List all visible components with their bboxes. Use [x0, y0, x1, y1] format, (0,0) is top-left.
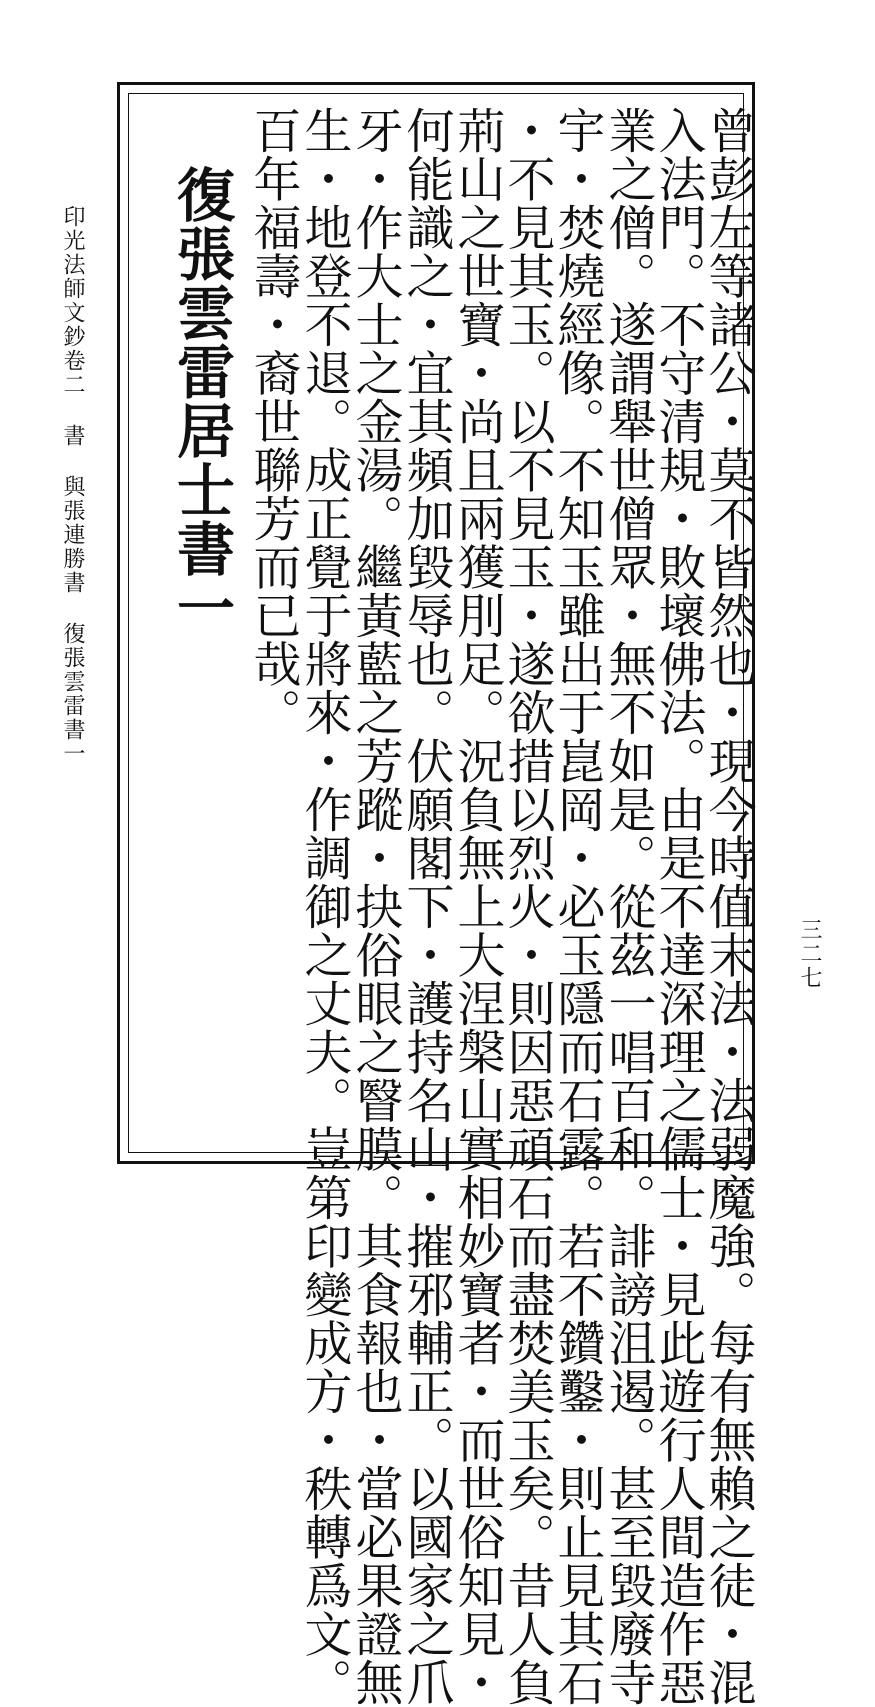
- text-column-10: 百年福壽・裔世聯芳而已哉。: [245, 106, 301, 737]
- text-column-8: 牙・作大士之金湯。繼黃藍之芳蹤・抉俗眼之瞖膜。其食報也・當必果證無: [347, 106, 403, 1707]
- text-column-5: ・不見其玉。以不見玉・遂欲措以烈火・則因惡頑石而盡焚美玉矣。昔人負: [499, 106, 555, 1707]
- text-column-7: 何能識之・宜其頻加毀辱也。伏願閣下・護持名山・摧邪輔正。以國家之爪: [398, 106, 454, 1707]
- text-column-2: 入法門。不守清規・敗壞佛法。由是不達深理之儒士・見此遊行人間造作惡: [650, 106, 706, 1707]
- page-number: 三二七: [797, 918, 822, 990]
- text-column-1: 曾彭左等諸公・莫不皆然也・現今時值末法・法弱魔強。每有無賴之徒・混: [700, 106, 756, 1707]
- text-column-6: 荊山之世寶・尚且兩獲刖足。況負無上大涅槃山實相妙寶者・而世俗知見・: [449, 106, 505, 1707]
- text-column-4: 宇・焚燒經像。不知玉雖出于崑岡・必玉隱而石露。若不鑽鑿・則止見其石: [549, 106, 605, 1707]
- text-column-9: 生・地登不退。成正覺于將來・作調御之丈夫。豈第印變成方・秩轉爲文。: [296, 106, 352, 1707]
- running-title: 印光法師文鈔卷二 書 與張連勝書 復張雲雷書一: [60, 205, 85, 766]
- letter-title: 復張雲雷居士書一: [167, 165, 235, 637]
- text-column-3: 業之僧。遂謂舉世僧眾・無不如是。從茲一唱百和。誹謗沮遏。甚至毀廢寺: [600, 106, 656, 1707]
